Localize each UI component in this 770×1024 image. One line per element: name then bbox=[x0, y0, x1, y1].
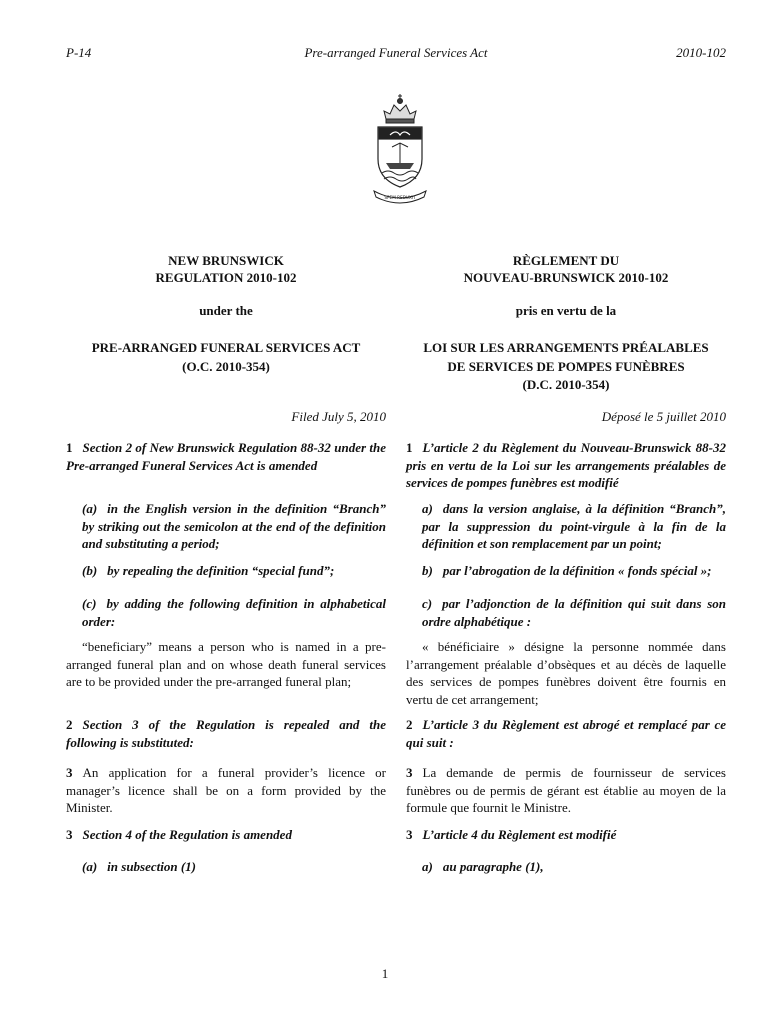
fr-section-3-modifie bbox=[406, 826, 726, 844]
en-s1-text: Section 2 of New Brunswick Regulation 88-32 under the Pre-arranged Funeral Services Act is amended bbox=[66, 440, 386, 473]
en-para-a bbox=[66, 500, 386, 553]
en-s2-number: 2 bbox=[66, 717, 73, 732]
en-definition-beneficiary: “beneficiary” means a person who is named in a pre-arranged funeral plan and on whose death funeral services are to be provided under the pre-arranged funeral plan; bbox=[66, 639, 386, 689]
fr-s3a-text: La demande de permis de fournisseur de services funèbres ou de permis de gérant est établie au moyen de la formule que fournit le Ministre. bbox=[406, 765, 726, 815]
fr-para-c bbox=[406, 595, 726, 630]
fr-s3b-text: L’article 4 du Règlement est modifié bbox=[422, 827, 617, 842]
en-s3a-text: An application for a funeral provider’s licence or manager’s licence shall be on a form provided by the Minister. bbox=[66, 765, 386, 815]
fr-order-in-council: (D.C. 2010-354) bbox=[522, 377, 610, 392]
fr-b-text: par l’abrogation de la définition « fonds spécial »; bbox=[442, 563, 712, 578]
en-s2-text: Section 3 of the Regulation is repealed and the following is substituted: bbox=[66, 717, 386, 750]
en-section-2 bbox=[66, 716, 386, 751]
en-section-1 bbox=[66, 439, 386, 474]
fr-sub-label: a) bbox=[422, 859, 433, 874]
fr-c-label: c) bbox=[422, 596, 433, 611]
header-act-title: Pre-arranged Funeral Services Act bbox=[304, 45, 488, 60]
fr-s2-text: L’article 3 du Règlement est abrogé et remplacé par ce qui suit : bbox=[406, 717, 726, 750]
en-a-text: in the English version in the definition “Branch” by striking out the semicolon at the end of the definition and substituting a period; bbox=[82, 501, 386, 551]
en-c-text: by adding the following definition in alphabetical order: bbox=[82, 596, 386, 629]
en-b-label: (b) bbox=[82, 563, 98, 578]
en-section-3-amend bbox=[66, 826, 386, 844]
fr-section-2 bbox=[406, 716, 726, 751]
en-a-label: (a) bbox=[82, 501, 98, 516]
fr-act-title-line2: DE SERVICES DE POMPES FUNÈBRES bbox=[447, 359, 685, 374]
fr-para-a bbox=[406, 500, 726, 553]
fr-section-3-demande bbox=[406, 764, 726, 817]
fr-title-line1: RÈGLEMENT DU bbox=[512, 253, 620, 268]
en-s1-number: 1 bbox=[66, 440, 73, 455]
page-number: 1 bbox=[381, 966, 389, 981]
fr-s2-number: 2 bbox=[406, 717, 413, 732]
en-para-b bbox=[66, 562, 386, 580]
en-order-in-council: (O.C. 2010-354) bbox=[182, 359, 270, 374]
fr-a-text: dans la version anglaise, à la définition “Branch”, par la suppression du point-virgule à la fin de la définition et son remplacement par un point; bbox=[422, 501, 726, 551]
fr-sub-text: au paragraphe (1), bbox=[442, 859, 544, 874]
fr-s3b-number: 3 bbox=[406, 827, 413, 842]
header-regulation-number: 2010-102 bbox=[676, 45, 726, 60]
en-under: under the bbox=[199, 303, 253, 318]
fr-title-line2: NOUVEAU-BRUNSWICK 2010-102 bbox=[463, 270, 669, 285]
header-chapter: P-14 bbox=[66, 45, 92, 60]
en-sub-text: in subsection (1) bbox=[107, 859, 197, 874]
en-b-text: by repealing the definition “special fund”; bbox=[107, 563, 335, 578]
en-s3a-number: 3 bbox=[66, 765, 73, 780]
en-filed-date: Filed July 5, 2010 bbox=[291, 409, 386, 424]
fr-s1-text: L’article 2 du Règlement du Nouveau-Brunswick 88-32 pris en vertu de la Loi sur les arrangements préalables de services de pompes funèbres est modifié bbox=[406, 440, 726, 490]
en-sub-label: (a) bbox=[82, 859, 98, 874]
fr-s3a-number: 3 bbox=[406, 765, 413, 780]
en-c-label: (c) bbox=[82, 596, 97, 611]
en-para-c bbox=[66, 595, 386, 630]
coat-of-arms-icon bbox=[366, 93, 434, 205]
en-act-title: PRE-ARRANGED FUNERAL SERVICES ACT bbox=[91, 340, 361, 355]
svg-text:SPEM REDUXIT: SPEM REDUXIT bbox=[384, 195, 416, 200]
fr-s1-number: 1 bbox=[406, 440, 413, 455]
en-title-line1: NEW BRUNSWICK bbox=[168, 253, 284, 268]
fr-filed-date: Déposé le 5 juillet 2010 bbox=[601, 409, 726, 424]
fr-c-text: par l’adjonction de la définition qui suit dans son ordre alphabétique : bbox=[422, 596, 726, 629]
running-header bbox=[66, 45, 726, 65]
fr-para-b bbox=[406, 562, 726, 580]
fr-under: pris en vertu de la bbox=[515, 303, 617, 318]
en-s3b-text: Section 4 of the Regulation is amended bbox=[82, 827, 292, 842]
fr-section-1 bbox=[406, 439, 726, 492]
fr-b-label: b) bbox=[422, 563, 433, 578]
fr-act-title-line1: LOI SUR LES ARRANGEMENTS PRÉALABLES bbox=[423, 340, 709, 355]
en-s3b-number: 3 bbox=[66, 827, 73, 842]
fr-definition-beneficiaire: « bénéficiaire » désigne la personne nommée dans l’arrangement préalable d’obsèques et au décès de laquelle des services de pompes funèbres doivent être fournis en vertu de cet arrangement; bbox=[406, 639, 726, 707]
en-subpara-a bbox=[66, 858, 386, 876]
en-title-line2: REGULATION 2010-102 bbox=[155, 270, 297, 285]
en-section-3-application bbox=[66, 764, 386, 817]
fr-a-label: a) bbox=[422, 501, 433, 516]
fr-subpara-a bbox=[406, 858, 726, 876]
